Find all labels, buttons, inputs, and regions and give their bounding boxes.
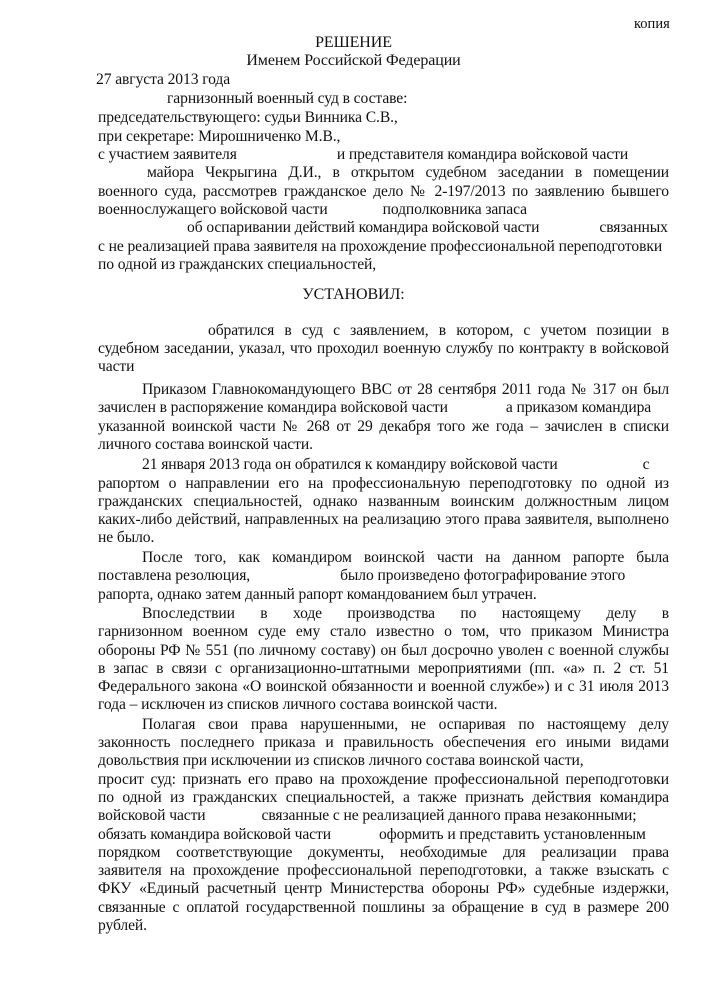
paragraph-6-line-1: Полагая свои права нарушенными, не оспаривая по настоящему делу <box>142 716 669 733</box>
paragraph-5-line-1: Впоследствии в ходе производства по настоящему делу в <box>142 605 669 622</box>
paragraph-3-line-3: гражданских специальностей, однако названным воинским должностным лицом <box>98 493 669 510</box>
intro-line-5-part-a: с участием заявителя <box>98 146 237 163</box>
intro-line-5 <box>98 146 628 164</box>
paragraph-5-line-5: Федерального закона «О воинской обязанности и военной службе») и с 31 июля 2013 <box>98 678 669 695</box>
intro-line-9-part-b: связанных <box>599 219 668 236</box>
court-line: гарнизонный военный суд в составе: <box>167 90 408 107</box>
paragraph-4-line-2 <box>98 567 625 585</box>
paragraph-3-line-4: каких-либо действий, направленных на реализацию этого права заявителя, выполнено <box>98 511 669 528</box>
paragraph-3-line-1-part-a: 21 января 2013 года он обратился к командиру войсковой части <box>142 456 558 473</box>
paragraph-2-line-2-part-a: зачислен в распоряжение командира войсковой части <box>98 399 448 416</box>
document-title: РЕШЕНИЕ <box>315 34 392 51</box>
paragraph-1-line-1: обратился в суд с заявлением, в котором, с учетом позиции в <box>208 322 669 339</box>
paragraph-2-line-4: личного состава воинской части. <box>98 436 313 453</box>
paragraph-5-line-4: в запас в связи с организационно-штатными мероприятиями (пп. «а» п. 2 ст. 51 <box>98 660 669 677</box>
intro-line-8 <box>98 201 527 219</box>
paragraph-6-line-6 <box>98 807 637 825</box>
paragraph-1-line-2: судебном заседании, указал, что проходил военную службу по контракту в войсковой <box>98 340 669 357</box>
paragraph-6-line-8: порядком соответствующие документы, необходимые для реализации права <box>98 844 669 861</box>
paragraph-4-line-3: рапорта, однако затем данный рапорт командованием был утрачен. <box>98 586 537 603</box>
paragraph-6-line-3: довольствия при исключении из списков личного состава воинской части, <box>98 752 584 769</box>
paragraph-3-line-5: не было. <box>98 529 155 546</box>
paragraph-6-line-6-part-a: войсковой части <box>98 807 206 824</box>
paragraph-2-line-1: Приказом Главнокомандующего ВВС от 28 сентября 2011 года № 317 он был <box>142 381 669 398</box>
paragraph-6-line-7 <box>98 826 646 844</box>
paragraph-2-line-2 <box>98 399 651 417</box>
intro-line-10: с не реализацией права заявителя на прохождение профессиональной переподготовки <box>98 238 663 255</box>
paragraph-6-line-10: ФКУ «Единый расчетный центр Министерства обороны РФ» судебные издержки, <box>98 880 669 897</box>
paragraph-6-line-5: по одной из гражданских специальностей, а также признать действия командира <box>98 789 669 806</box>
paragraph-2-line-3: указанной воинской части № 268 от 29 декабря того же года – зачислен в списки <box>98 418 669 435</box>
intro-line-8-part-a: военнослужащего войсковой части <box>98 201 328 218</box>
intro-line-8-part-b: подполковника запаса <box>382 201 527 218</box>
presiding-judge: председательствующего: судьи Винника С.В., <box>98 109 398 126</box>
paragraph-1-line-3: части <box>98 358 135 375</box>
intro-line-9 <box>187 219 668 237</box>
paragraph-6-line-2: законность последнего приказа и правильность обеспечения его иными видами <box>98 734 669 751</box>
paragraph-3-line-2: рапортом о направлении его на профессиональную переподготовку по одной из <box>98 475 669 492</box>
paragraph-6-line-9: заявителя на прохождение профессиональной переподготовки, а также взыскать с <box>98 862 669 879</box>
court-secretary: при секретаре: Мирошниченко М.В., <box>98 128 341 145</box>
paragraph-6-line-12: рублей. <box>98 917 147 934</box>
copy-stamp: копия <box>634 16 670 32</box>
paragraph-3-line-1 <box>142 456 649 474</box>
intro-line-9-part-a: об оспаривании действий командира войсковой части <box>187 219 540 236</box>
paragraph-4-line-2-part-b: было произведено фотографирование этого <box>340 567 626 584</box>
decision-date: 27 августа 2013 года <box>96 71 231 88</box>
paragraph-6-line-11: связанные с оплатой государственной пошлины за обращение в суд в размере 200 <box>98 899 669 916</box>
intro-line-7: военного суда, рассмотрев гражданское дело № 2-197/2013 по заявлению бывшего <box>98 183 669 200</box>
document-subtitle: Именем Российской Федерации <box>246 52 461 69</box>
paragraph-6-line-6-part-b: связанные с не реализацией данного права незаконными; <box>261 807 637 824</box>
paragraph-3-line-1-part-b: с <box>642 456 650 473</box>
section-title: УСТАНОВИЛ: <box>302 286 405 303</box>
paragraph-5-line-3: обороны РФ № 551 (по личному составу) он был досрочно уволен с военной службы <box>98 642 669 659</box>
paragraph-2-line-2-part-b: а приказом командира <box>505 399 652 416</box>
paragraph-5-line-6: года – исключен из списков личного состава воинской части. <box>98 696 498 713</box>
paragraph-5-line-2: гарнизонном военном суде ему стало известно о том, что приказом Министра <box>98 623 669 640</box>
paragraph-6-line-4: просит суд: признать его право на прохождение профессиональной переподготовки <box>98 771 669 788</box>
intro-line-6: майора Чекрыгина Д.И., в открытом судебном заседании в помещении <box>147 164 669 181</box>
paragraph-4-line-2-part-a: поставлена резолюция, <box>98 567 251 584</box>
intro-line-11: по одной из гражданских специальностей, <box>98 256 377 273</box>
paragraph-6-line-7-part-a: обязать командира войсковой части <box>98 826 331 843</box>
paragraph-6-line-7-part-b: оформить и представить установленным <box>378 826 646 843</box>
intro-line-5-part-b: и представителя командира войсковой части <box>336 146 629 163</box>
paragraph-4-line-1: После того, как командиром воинской части на данном рапорте была <box>142 549 669 566</box>
